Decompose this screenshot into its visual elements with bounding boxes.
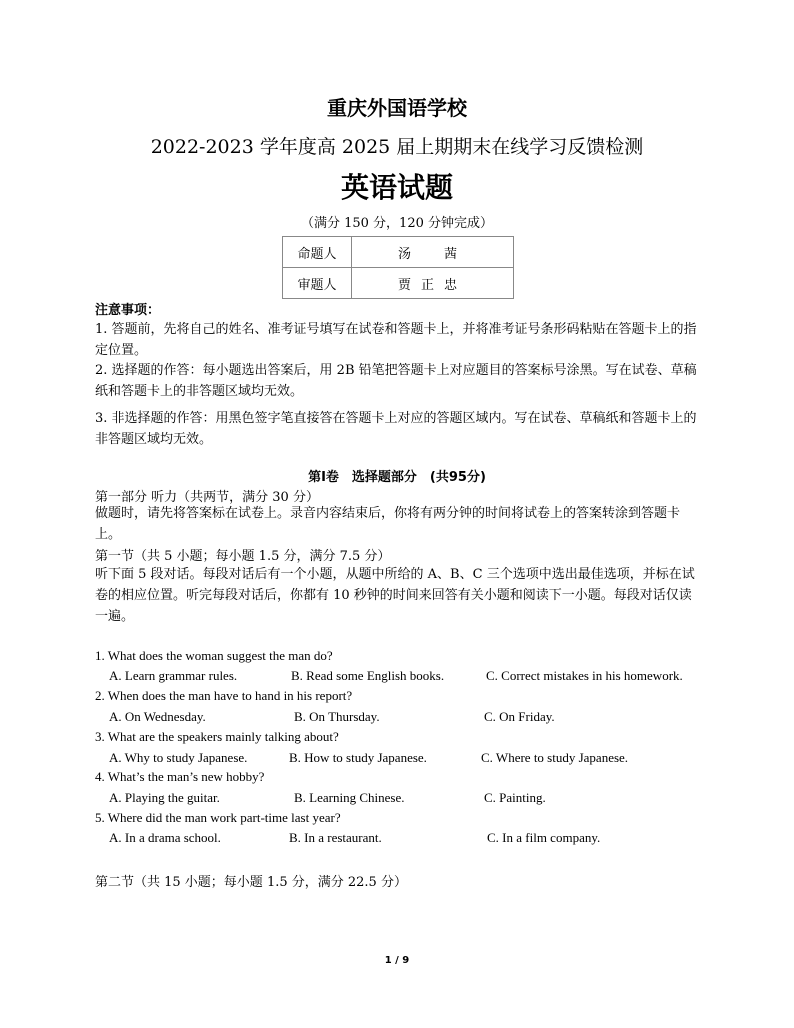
question-4: 4. What’s the man’s new hobby?: [95, 769, 265, 784]
q3-option-a: A. Why to study Japanese.: [109, 750, 248, 765]
volume-heading: 第Ⅰ卷 选择题部分 (共95分): [308, 470, 486, 485]
question-5: 5. Where did the man work part-time last year?: [95, 810, 341, 825]
section2-title: 第二节（共 15 小题；每小题 1.5 分，满分 22.5 分）: [95, 875, 407, 890]
exam-title: 2022-2023 学年度高 2025 届上期期末在线学习反馈检测: [150, 136, 644, 158]
q3-option-b: B. How to study Japanese.: [289, 750, 427, 765]
q1-option-c: C. Correct mistakes in his homework.: [486, 668, 683, 683]
notice-item-1: 1. 答题前，先将自己的姓名、准考证号填写在试卷和答题卡上，并将准考证号条形码粘贴在答题卡上的指定位置。: [95, 322, 697, 358]
q5-option-c: C. In a film company.: [487, 830, 601, 845]
staff-role: 审题人: [283, 268, 352, 299]
q3-option-c: C. Where to study Japanese.: [481, 750, 629, 765]
staff-row: [283, 268, 514, 299]
q4-option-a: A. Playing the guitar.: [109, 790, 220, 805]
q1-option-b: B. Read some English books.: [291, 668, 445, 683]
section1-title: 第一节（共 5 小题；每小题 1.5 分，满分 7.5 分）: [95, 549, 391, 564]
q2-option-b: B. On Thursday.: [294, 709, 380, 724]
part1-instruction: 做题时，请先将答案标在试卷上。录音内容结束后，你将有两分钟的时间将试卷上的答案转涂到答题卡上。: [95, 506, 681, 542]
subject-title: 英语试题: [340, 171, 453, 204]
notice-item-3: 3. 非选择题的作答：用黑色签字笔直接答在答题卡上对应的答题区域内。写在试卷、草稿纸和答题卡上的非答题区域均无效。: [95, 411, 697, 447]
q4-option-c: C. Painting.: [484, 790, 546, 805]
section1-instruction: 听下面 5 段对话。每段对话后有一个小题，从题中所给的 A、B、C 三个选项中选出最佳选项，并标在试卷的相应位置。听完每段对话后，你都有 10 秒钟的时间来回答有关小题和阅读下一小题。每段对话仅读一遍。: [95, 567, 695, 624]
q2-option-c: C. On Friday.: [484, 709, 555, 724]
page-number: 1 / 9: [384, 955, 410, 966]
question-3: 3. What are the speakers mainly talking about?: [95, 729, 339, 744]
q1-option-a: A. Learn grammar rules.: [109, 668, 238, 683]
question-1: 1. What does the woman suggest the man do?: [95, 648, 333, 663]
q2-option-a: A. On Wednesday.: [109, 709, 206, 724]
part1-title: 第一部分 听力（共两节，满分 30 分）: [95, 490, 319, 505]
notice-item-2: 2. 选择题的作答：每小题选出答案后，用 2B 铅笔把答题卡上对应题目的答案标号涂黑。写在试卷、草稿纸和答题卡上的非答题区域均无效。: [95, 363, 697, 399]
q4-option-b: B. Learning Chinese.: [294, 790, 405, 805]
staff-table: [282, 236, 514, 299]
staff-name: 汤 茜: [352, 237, 514, 268]
q5-option-a: A. In a drama school.: [109, 830, 221, 845]
q5-option-b: B. In a restaurant.: [289, 830, 382, 845]
school-name: 重庆外国语学校: [327, 96, 467, 120]
question-2: 2. When does the man have to hand in his report?: [95, 688, 353, 703]
score-note: （满分 150 分，120 分钟完成）: [300, 216, 494, 231]
staff-name: 贾正忠: [352, 268, 514, 299]
staff-row: [283, 237, 514, 268]
staff-role: 命题人: [283, 237, 352, 268]
notice-title: 注意事项：: [95, 303, 161, 318]
